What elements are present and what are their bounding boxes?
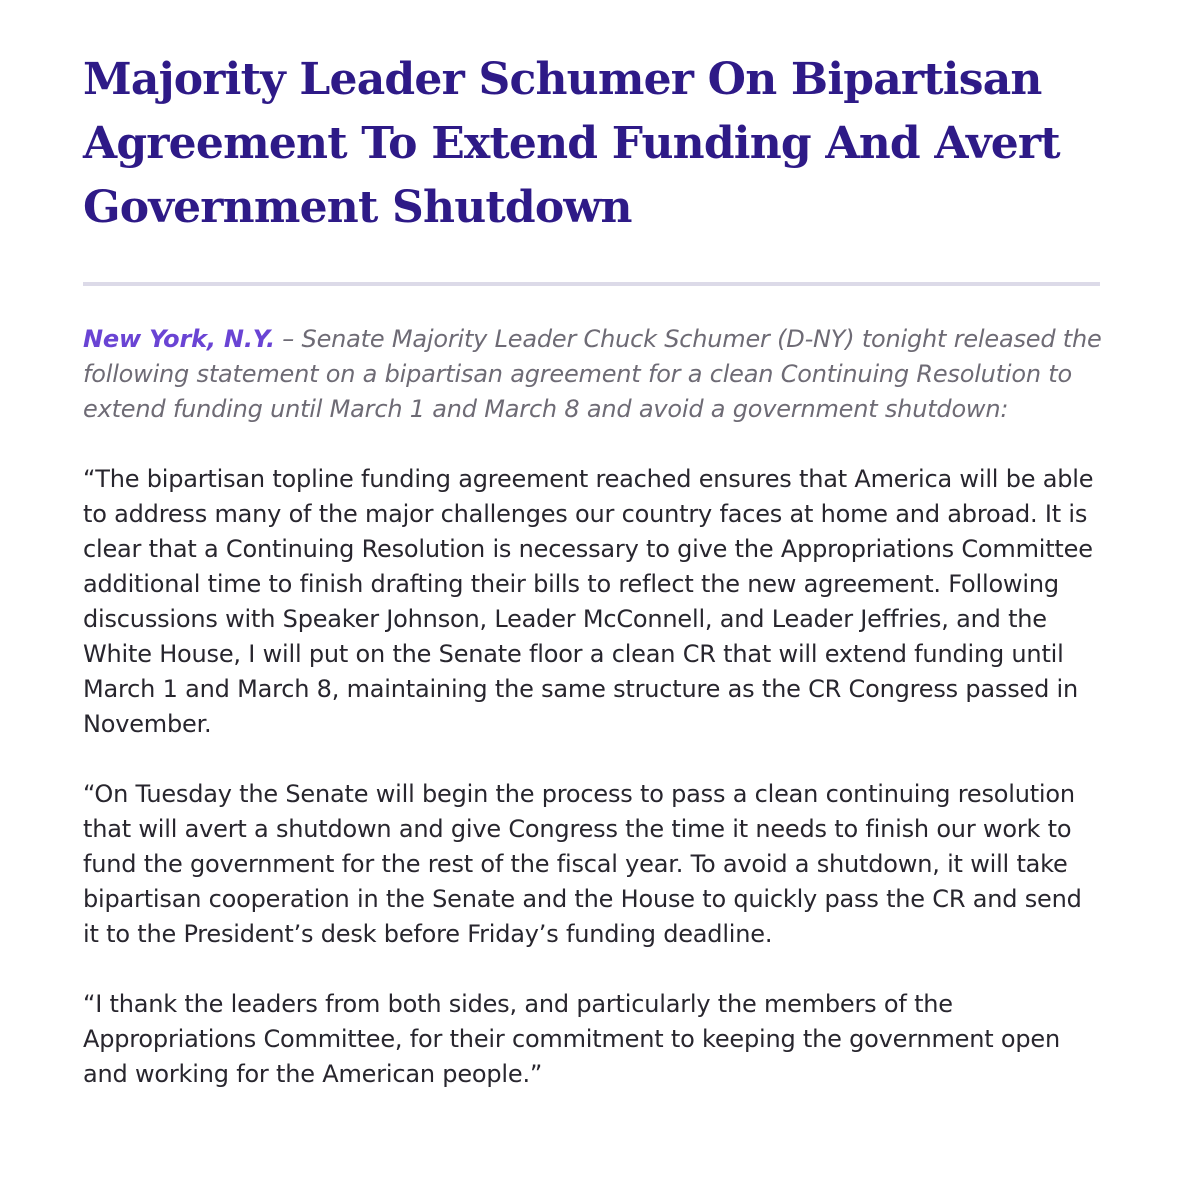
dateline-location: New York, N.Y. — [83, 325, 275, 353]
statement-paragraph-3: “I thank the leaders from both sides, and particularly the members of the Appropriations Committee, for their commitment to keeping the government open and working for the American people.” — [83, 990, 1060, 1088]
page-title: Majority Leader Schumer On Bipartisan Agreement To Extend Funding And Avert Government Shutdown — [83, 54, 1060, 233]
statement-paragraph-2: “On Tuesday the Senate will begin the process to pass a clean continuing resolution that will avert a shutdown and give Congress the time it needs to finish our work to fund the government for the rest of the fiscal year. To avoid a shutdown, it will take bipartisan cooperation in the Senate and the House to quickly pass the CR and send it to the President’s desk before Friday’s funding deadline. — [83, 780, 1082, 948]
press-release — [83, 48, 1103, 1116]
dateline-intro: – Senate Majority Leader Chuck Schumer (D-NY) tonight released the following statement on a bipartisan agreement for a clean Continuing Resolution to extend funding until March 1 and March 8 and avoid a government shutdown: — [83, 325, 1102, 423]
title-divider — [83, 282, 1100, 286]
statement-paragraph-1: “The bipartisan topline funding agreement reached ensures that America will be able to address many of the major challenges our country faces at home and abroad. It is clear that a Continuing Resolution is necessary to give the Appropriations Committee additional time to finish drafting their bills to reflect the new agreement. Following discussions with Speaker Johnson, Leader McConnell, and Leader Jeffries, and the White House, I will put on the Senate floor a clean CR that will extend funding until March 1 and March 8, maintaining the same structure as the CR Congress passed in November. — [83, 465, 1094, 738]
dateline — [83, 322, 1103, 427]
